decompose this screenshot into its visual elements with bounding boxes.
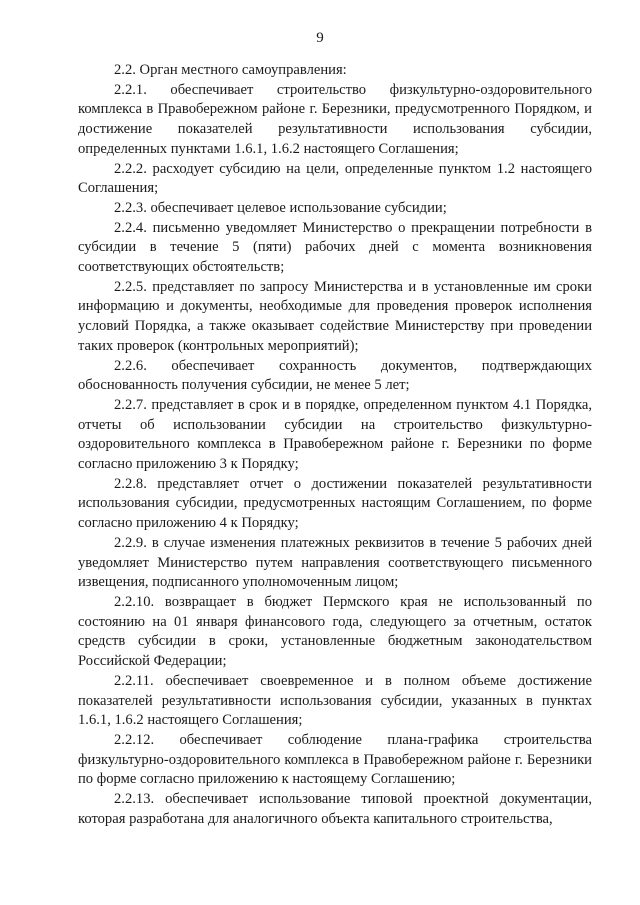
paragraph-2-2-8: 2.2.8. представляет отчет о достижении показателей результативности использования субсидии, предусмотренных настоящим Соглашением, по форме согласно приложению 4 к Порядку; [78, 475, 592, 532]
document-body [78, 61, 592, 829]
page-number: 9 [316, 30, 324, 46]
paragraph-2-2-13: 2.2.13. обеспечивает использование типовой проектной документации, которая разработана для аналогичного объекта капитального строительства, [78, 791, 592, 827]
paragraph-2-2-11: 2.2.11. обеспечивает своевременное и в полном объеме достижение показателей результативности использования субсидии, указанных в пунктах 1.6.1, 1.6.2 настоящего Соглашения; [78, 672, 592, 729]
paragraph-2-2-10: 2.2.10. возвращает в бюджет Пермского края не использованный по состоянию на 01 января финансового года, следующего за отчетным, остаток средств субсидии в сроки, установленные бюджетным законодательством Российской Федерации; [78, 593, 592, 670]
paragraph-2-2-2: 2.2.2. расходует субсидию на цели, определенные пунктом 1.2 настоящего Соглашения; [78, 160, 592, 197]
paragraph-2-2-5: 2.2.5. представляет по запросу Министерства и в установленные им сроки информацию и документы, необходимые для проведения проверок исполнения условий Порядка, а также оказывает содействие Министерству при проведении таких проверок (контрольных мероприятий); [78, 278, 592, 354]
paragraph-2-2-6: 2.2.6. обеспечивает сохранность документов, подтверждающих обоснованность получения субсидии, не менее 5 лет; [78, 357, 592, 394]
paragraph-2-2-3: 2.2.3. обеспечивает целевое использование субсидии; [114, 199, 447, 216]
paragraph-2-2-4: 2.2.4. письменно уведомляет Министерство о прекращении потребности в субсидии в течение 5 (пяти) рабочих дней с момента возникновения соответствующих обстоятельств; [78, 219, 592, 276]
paragraph-2-2-9: 2.2.9. в случае изменения платежных реквизитов в течение 5 рабочих дней уведомляет Министерство путем направления соответствующего письменного извещения, подписанного уполномоченным лицом; [78, 534, 592, 591]
paragraph-2-2-12: 2.2.12. обеспечивает соблюдение плана-графика строительства физкультурно-оздоровительного комплекса в Правобережном районе г. Березники по форме согласно приложению к настоящему Соглашению; [78, 731, 592, 788]
paragraph-2-2: 2.2. Орган местного самоуправления: [114, 62, 347, 78]
paragraph-2-2-1: 2.2.1. обеспечивает строительство физкультурно-оздоровительного комплекса в Правобережном районе г. Березники, предусмотренного Порядком, и достижение показателей результативности использования субсидии, определенных пунктами 1.6.1, 1.6.2 настоящего Соглашения; [78, 81, 592, 157]
paragraph-2-2-7: 2.2.7. представляет в срок и в порядке, определенном пунктом 4.1 Порядка, отчеты об использовании субсидии на строительство физкультурно-оздоровительного комплекса в Правобережном районе г. Березники по форме согласно приложению 3 к Порядку; [78, 396, 592, 473]
